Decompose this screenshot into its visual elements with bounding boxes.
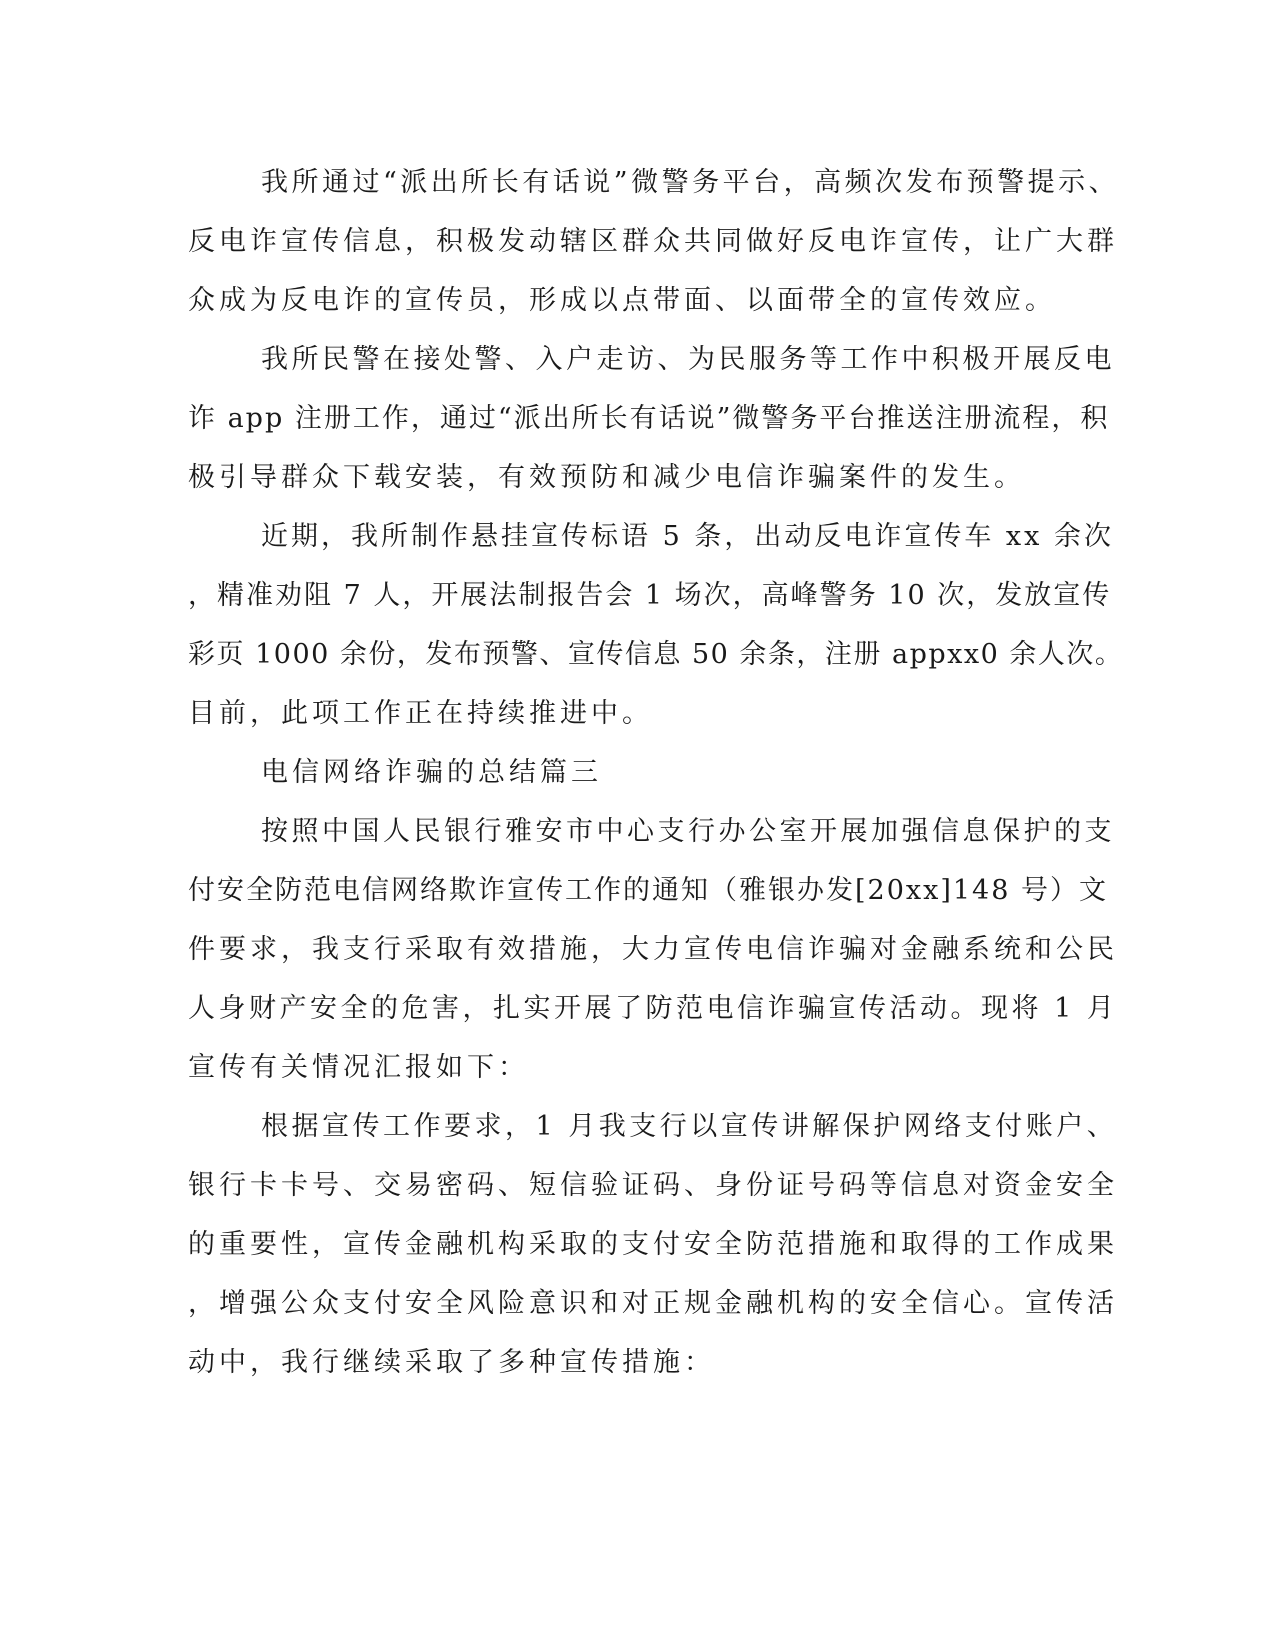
paragraph-5-line-1: 按照中国人民银行雅安市中心支行办公室开展加强信息保护的支 (261, 816, 1115, 847)
paragraph-6-line-3: 的重要性，宣传金融机构采取的支付安全防范措施和取得的工作成果 (188, 1229, 1118, 1260)
paragraph-6-line-4: ，增强公众支付安全风险意识和对正规金融机构的安全信心。宣传活 (188, 1288, 1118, 1319)
section-heading: 电信网络诈骗的总结篇三 (261, 757, 602, 788)
paragraph-5-line-4: 人身财产安全的危害，扎实开展了防范电信诈骗宣传活动。现将 1 月 (188, 993, 1118, 1024)
paragraph-1-line-1: 我所通过“派出所长有话说”微警务平台，高频次发布预警提示、 (261, 167, 1120, 198)
paragraph-5-line-5: 宣传有关情况汇报如下： (188, 1052, 529, 1083)
paragraph-5-line-2: 付安全防范电信网络欺诈宣传工作的通知（雅银办发[20xx]148 号）文 (188, 875, 1108, 906)
paragraph-2-line-1: 我所民警在接处警、入户走访、为民服务等工作中积极开展反电 (261, 344, 1115, 375)
paragraph-2-line-3: 极引导群众下载安装，有效预防和减少电信诈骗案件的发生。 (188, 462, 1025, 493)
paragraph-3-line-2: ，精准劝阻 7 人，开展法制报告会 1 场次，高峰警务 10 次，发放宣传 (188, 580, 1112, 611)
paragraph-1-line-2: 反电诈宣传信息，积极发动辖区群众共同做好反电诈宣传，让广大群 (188, 226, 1118, 257)
paragraph-3-line-4: 目前，此项工作正在持续推进中。 (188, 698, 653, 729)
paragraph-2-line-2: 诈 app 注册工作，通过“派出所长有话说”微警务平台推送注册流程，积 (188, 403, 1110, 434)
paragraph-6-line-1: 根据宣传工作要求，1 月我支行以宣传讲解保护网络支付账户、 (261, 1111, 1118, 1142)
paragraph-6-line-2: 银行卡卡号、交易密码、短信验证码、身份证号码等信息对资金安全 (188, 1170, 1118, 1201)
paragraph-1-line-3: 众成为反电诈的宣传员，形成以点带面、以面带全的宣传效应。 (188, 285, 1056, 316)
paragraph-3-line-1: 近期，我所制作悬挂宣传标语 5 条，出动反电诈宣传车 xx 余次 (261, 521, 1114, 552)
paragraph-5-line-3: 件要求，我支行采取有效措施，大力宣传电信诈骗对金融系统和公民 (188, 934, 1118, 965)
paragraph-3-line-3: 彩页 1000 余份，发布预警、宣传信息 50 余条，注册 appxx0 余人次。 (188, 639, 1124, 670)
paragraph-6-line-5: 动中，我行继续采取了多种宣传措施： (188, 1347, 715, 1378)
